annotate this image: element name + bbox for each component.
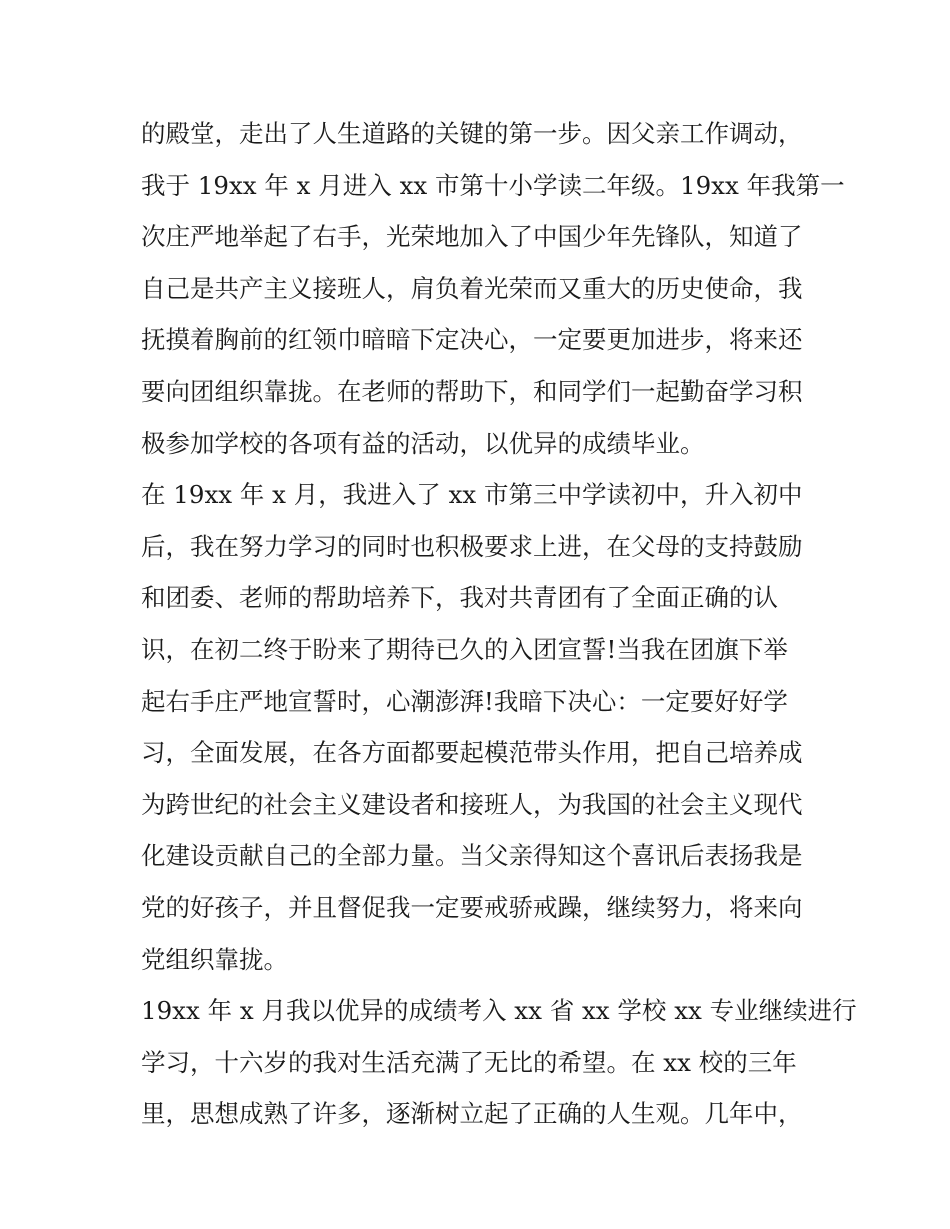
text-line-8: 在 19xx 年 x 月，我进入了 xx 市第三中学读初中，升入初中 xyxy=(141,480,803,510)
text-line-10: 和团委、老师的帮助培养下，我对共青团有了全面正确的认 xyxy=(141,583,778,613)
text-line-13: 习，全面发展，在各方面都要起模范带头作用，把自己培养成 xyxy=(141,738,803,768)
text-line-5: 抚摸着胸前的红领巾暗暗下定决心，一定要更加进步，将来还 xyxy=(141,325,803,355)
text-line-19: 学习，十六岁的我对生活充满了无比的希望。在 xx 校的三年 xyxy=(141,1047,797,1077)
text-line-9: 后，我在努力学习的同时也积极要求上进，在父母的支持鼓励 xyxy=(141,531,803,561)
text-line-14: 为跨世纪的社会主义建设者和接班人，为我国的社会主义现代 xyxy=(141,789,803,819)
text-line-2: 我于 19xx 年 x 月进入 xx 市第十小学读二年级。19xx 年我第一 xyxy=(141,170,845,200)
text-line-6: 要向团组织靠拢。在老师的帮助下，和同学们一起勤奋学习积 xyxy=(141,376,803,406)
text-line-12: 起右手庄严地宣誓时，心潮澎湃!我暗下决心：一定要好好学 xyxy=(141,686,788,716)
text-line-16: 党的好孩子，并且督促我一定要戒骄戒躁，继续努力，将来向 xyxy=(141,892,803,922)
text-line-17: 党组织靠拢。 xyxy=(141,944,288,974)
text-line-20: 里，思想成熟了许多，逐渐树立起了正确的人生观。几年中， xyxy=(141,1099,803,1129)
text-line-18: 19xx 年 x 月我以优异的成绩考入 xx 省 xx 学校 xx 专业继续进行 xyxy=(141,996,857,1026)
text-line-4: 自己是共产主义接班人，肩负着光荣而又重大的历史使命，我 xyxy=(141,273,803,303)
body-text xyxy=(141,108,857,1140)
text-line-3: 次庄严地举起了右手，光荣地加入了中国少年先锋队，知道了 xyxy=(141,222,803,252)
text-line-1: 的殿堂，走出了人生道路的关键的第一步。因父亲工作调动， xyxy=(141,119,803,148)
text-line-15: 化建设贡献自己的全部力量。当父亲得知这个喜讯后表扬我是 xyxy=(141,841,803,871)
text-line-7: 极参加学校的各项有益的活动，以优异的成绩毕业。 xyxy=(141,428,705,458)
text-line-11: 识，在初二终于盼来了期待已久的入团宣誓!当我在团旗下举 xyxy=(141,634,788,664)
